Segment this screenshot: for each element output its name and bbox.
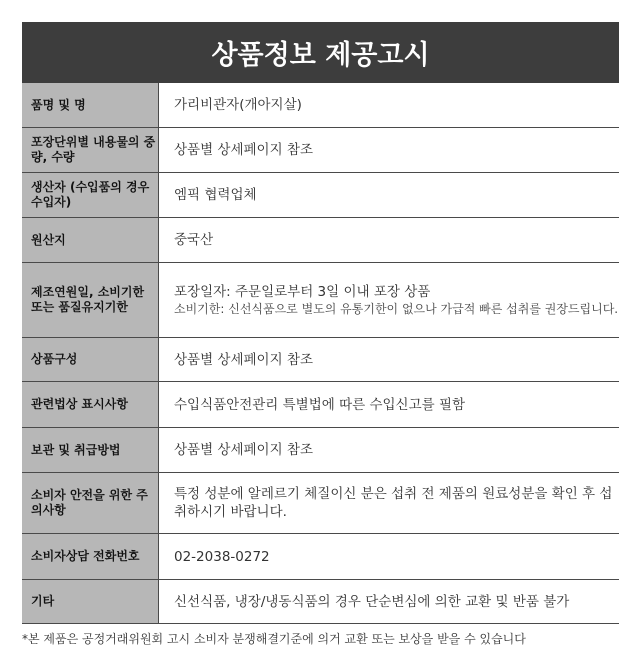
row-label: 보관 및 취급방법: [22, 428, 159, 472]
shelf-life: 소비기한: 신선식품으로 별도의 유통기한이 없으나 가급적 빠른 섭취를 권장드립니다.: [174, 302, 619, 316]
row-label: 상품구성: [22, 338, 159, 381]
row-value: [159, 263, 619, 337]
table-row: [22, 580, 619, 624]
row-value: 상품별 상세페이지 참조: [174, 351, 313, 368]
table-row: [22, 83, 619, 128]
table-row: [22, 428, 619, 473]
table-row: [22, 338, 619, 382]
table-row: [22, 218, 619, 263]
row-label: 소비자상담 전화번호: [22, 534, 159, 579]
row-value: 02-2038-0272: [174, 548, 270, 565]
row-label: 포장단위별 내용물의 중량, 수량: [22, 128, 159, 172]
row-label: 원산지: [22, 218, 159, 262]
table-row: [22, 534, 619, 580]
packaging-date: 포장일자: 주문일로부터 3일 이내 포장 상품: [174, 284, 431, 300]
row-value: 중국산: [174, 232, 214, 248]
product-info-notice: [22, 22, 619, 624]
table-row: [22, 382, 619, 428]
table-row: [22, 173, 619, 218]
row-label: 기타: [22, 580, 159, 623]
row-value: 가리비관자(개아지살): [174, 97, 302, 113]
table-row: [22, 473, 619, 534]
row-value: 수입식품안전관리 특별법에 따른 수입신고를 필함: [174, 396, 466, 413]
row-label: 소비자 안전을 위한 주의사항: [22, 473, 159, 533]
row-label: 제조연원일, 소비기한 또는 품질유지기한: [22, 263, 159, 337]
row-value: 신선식품, 냉장/냉동식품의 경우 단순변심에 의한 교환 및 반품 불가: [174, 593, 570, 610]
row-value: 엠픽 협력업체: [174, 187, 257, 203]
row-value: 상품별 상세페이지 참조: [174, 142, 313, 158]
notice-title: 상품정보 제공고시: [22, 22, 619, 83]
table-row: [22, 263, 619, 338]
row-value: 특정 성분에 알레르기 체질이신 분은 섭취 전 제품의 원료성분을 확인 후 섭취하시기 바랍니다.: [174, 486, 613, 520]
row-value: 상품별 상세페이지 참조: [174, 442, 313, 458]
row-label: 생산자 (수입품의 경우 수입자): [22, 173, 159, 217]
footnote: *본 제품은 공정거래위원회 고시 소비자 분쟁해결기준에 의거 교환 또는 보상을 받을 수 있습니다: [22, 632, 526, 646]
row-label: 품명 및 명: [22, 83, 159, 127]
row-label: 관련법상 표시사항: [22, 382, 159, 427]
table-row: [22, 128, 619, 173]
